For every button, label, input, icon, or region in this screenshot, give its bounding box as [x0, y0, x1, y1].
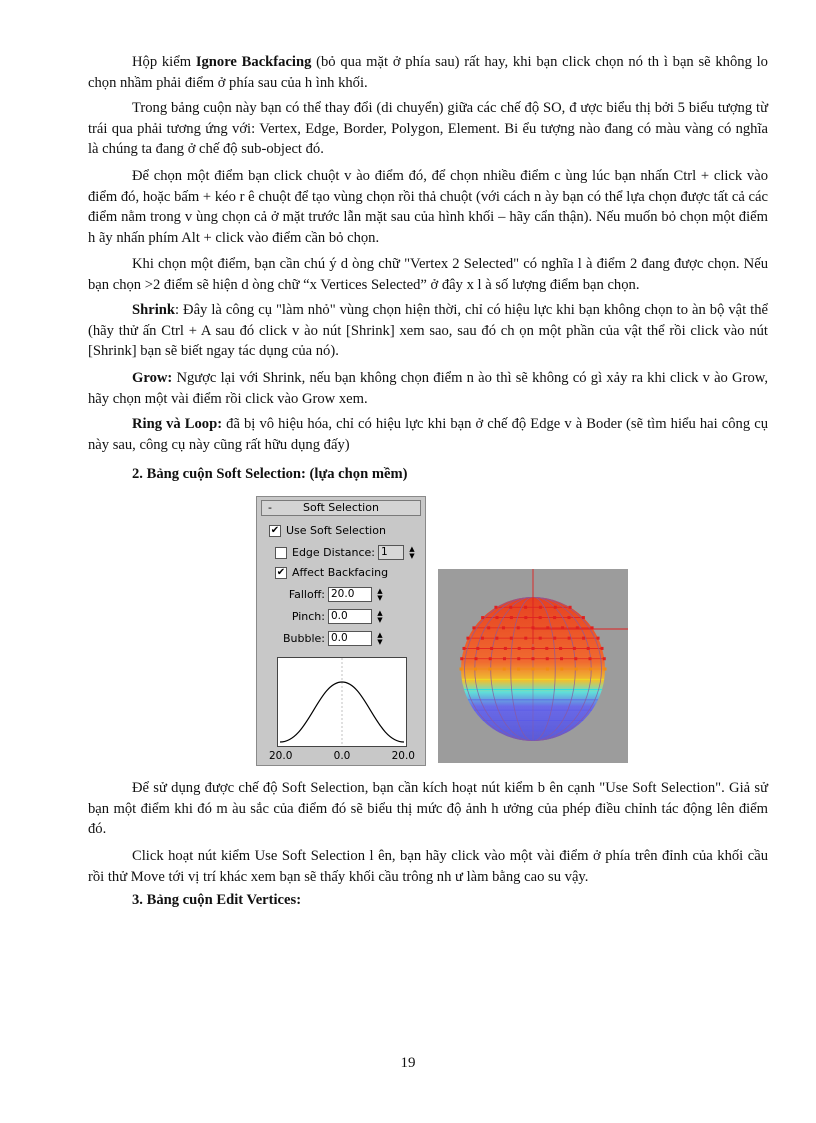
edge-distance-field[interactable]: 1 [378, 545, 404, 560]
vertex-dot [490, 647, 493, 650]
vertex-dot [597, 637, 600, 640]
vertex-dot [524, 637, 527, 640]
vertex-dot [532, 668, 535, 671]
vertex-dot [472, 626, 475, 629]
falloff-spinner[interactable]: ▲ ▼ [377, 586, 383, 602]
paragraph-shrink: Shrink: Đây là công cụ "làm nhỏ" vùng chọn hiện thời, chỉ có hiệu lực khi bạn không chọn to àn bộ vật thể (hãy thử ấn Ctrl + A sau đó click v ào nút [Shrink] xem sao, sau đó ch ọn một phần của vật thể rồi click vào nút [Shrink] bạn sẽ biết ngay tác dụng của nó). [88, 302, 768, 359]
vertex-dot [503, 657, 506, 660]
pinch-field[interactable]: 0.0 [328, 609, 372, 624]
vertex-dot [517, 657, 520, 660]
paragraph-ignore-backfacing: Hộp kiểm Ignore Backfacing (bỏ qua mặt ở phía sau) rất hay, khi bạn click chọn nó th ì bạn sẽ không lo chọn nhầm phải điểm ở phía sau của h ình khối. [88, 54, 768, 91]
bubble-label: Bubble: [282, 632, 325, 645]
falloff-curve-svg [278, 658, 406, 746]
vertex-dot [509, 606, 512, 609]
vertex-dot [495, 637, 498, 640]
vertex-dot [546, 668, 549, 671]
paragraph-ring-loop: Ring và Loop: đã bị vô hiệu hóa, chỉ có hiệu lực khi bạn ở chế độ Edge v à Boder (sẽ tìm hiểu hai công cụ này sau, công cụ này cũng rất hữu dụng đấy) [88, 416, 768, 453]
vertex-dot [517, 668, 520, 671]
affect-backfacing-label: Affect Backfacing [292, 566, 389, 579]
tick-mid: 0.0 [333, 750, 351, 762]
paragraph-vertex-selected: Khi chọn một điểm, bạn cần chú ý d òng chữ "Vertex 2 Selected" có nghĩa l à điểm 2 đang được chọn. Nếu bạn chọn >2 điểm sẽ hiện d òng chữ “x Vertices Selected” ở đây x l à số lượng điểm bạn chọn. [88, 256, 768, 293]
vertex-dot [510, 616, 513, 619]
vertex-dot [603, 657, 606, 660]
vertex-dot [487, 626, 490, 629]
vertex-dot [502, 626, 505, 629]
vertex-dot [524, 616, 527, 619]
use-soft-selection-checkbox[interactable]: ✔ [270, 524, 280, 536]
vertex-dot [559, 647, 562, 650]
vertex-dot [510, 637, 513, 640]
curve-tick-labels [269, 750, 415, 762]
vertex-dot [466, 637, 469, 640]
pinch-row [277, 609, 384, 624]
affect-backfacing-checkbox[interactable]: ✔ [276, 566, 286, 578]
falloff-curve-graph [277, 657, 407, 747]
vertex-dot [481, 616, 484, 619]
vertex-dot [560, 668, 563, 671]
vertex-dot [545, 647, 548, 650]
panel-title-bar[interactable] [261, 500, 421, 516]
paragraph-grow: Grow: Ngược lại với Shrink, nếu bạn không chọn điểm n ào thì sẽ không có gì xảy ra khi click v ào Grow, hãy chọn một vài điểm rồi click vào Grow xem. [88, 370, 768, 407]
sphere-viewport-image [438, 569, 628, 763]
vertex-dot [589, 668, 592, 671]
vertex-dot [517, 626, 520, 629]
affect-backfacing-row[interactable] [275, 566, 388, 579]
vertex-dot [574, 657, 577, 660]
vertex-dot [494, 606, 497, 609]
vertex-dot [488, 668, 491, 671]
vertex-dot [554, 606, 557, 609]
vertex-dot [568, 637, 571, 640]
collapse-icon: - [268, 501, 272, 514]
bubble-row [277, 631, 384, 646]
vertex-dot [532, 647, 535, 650]
vertex-dot [560, 657, 563, 660]
use-soft-selection-label: Use Soft Selection [286, 524, 386, 537]
vertex-dot [582, 616, 585, 619]
vertex-dot [474, 657, 477, 660]
vertex-dot [553, 616, 556, 619]
falloff-field[interactable]: 20.0 [328, 587, 372, 602]
vertex-dot [489, 657, 492, 660]
tick-right: 20.0 [391, 750, 415, 762]
paragraph-use-soft-selection: Để sử dụng được chế độ Soft Selection, bạn cần kích hoạt nút kiểm b ên cạnh "Use Soft Selection". Giả sử bạn một điểm khi đó m àu sắc của điểm đó sẽ biểu thị mức độ ảnh h ưởng của phép điều chỉnh tác động lên điểm đó. [88, 780, 768, 837]
vertex-dot [567, 616, 570, 619]
paragraph-so-modes: Trong bảng cuộn này bạn có thể thay đổi (di chuyển) giữa các chế độ SO, đ ược biểu thị bởi 5 biểu tượng từ trái qua phải tương ứng với: Vertex, Edge, Border, Polygon, Element. Bi ểu tượng nào đang có màu vàng có nghĩa là chúng ta đang ở chế độ sub-object đó. [88, 100, 768, 157]
vertex-dot [553, 637, 556, 640]
tick-left: 20.0 [269, 750, 293, 762]
edge-distance-label: Edge Distance: [292, 546, 375, 559]
vertex-dot [539, 606, 542, 609]
bubble-field[interactable]: 0.0 [328, 631, 372, 646]
vertex-dot [460, 668, 463, 671]
vertex-dot [503, 668, 506, 671]
edge-distance-checkbox[interactable] [275, 547, 287, 559]
vertex-dot [546, 657, 549, 660]
edge-distance-row [275, 545, 416, 560]
vertex-dot [532, 657, 535, 660]
vertex-dot [604, 668, 607, 671]
vertex-dot [569, 606, 572, 609]
vertex-dot [524, 606, 527, 609]
vertex-dot [582, 637, 585, 640]
vertex-dot [575, 668, 578, 671]
edge-distance-spinner[interactable]: ▲ ▼ [409, 544, 415, 560]
vertex-dot [518, 647, 521, 650]
vertex-dot [539, 616, 542, 619]
vertex-dot [589, 657, 592, 660]
page-number: 19 [400, 1055, 416, 1071]
falloff-row [277, 587, 384, 602]
falloff-label: Falloff: [288, 588, 325, 601]
vertex-dot [496, 616, 499, 619]
vertex-dot [474, 668, 477, 671]
heading-edit-vertices: 3. Bảng cuộn Edit Vertices: [132, 892, 302, 908]
vertex-dot [460, 657, 463, 660]
heading-soft-selection: 2. Bảng cuộn Soft Selection: (lựa chọn mềm) [132, 466, 408, 482]
sphere-illustration [438, 569, 628, 763]
use-soft-selection-row[interactable] [269, 524, 386, 537]
vertex-dot [481, 637, 484, 640]
paragraph-click-soft-selection: Click hoạt nút kiểm Use Soft Selection l ên, bạn hãy click vào một vài điểm ở phía trên đỉnh của khối cầu rồi thử Move tới vị trí khác xem bạn sẽ thấy khối cầu trông nh ư làm bằng cao su vậy. [88, 848, 768, 885]
vertex-dot [463, 647, 466, 650]
paragraph-select-points: Để chọn một điểm bạn click chuột v ào điểm đó, để chọn nhiều điểm c ùng lúc bạn nhấn Ctrl + click vào điểm đó, hoặc bấm + kéo r ê chuột để tạo vùng chọn rồi thả chuột (với cách n ày bạn có thể lựa chọn được tất cả các điểm nằm trong v ùng chọn cả ở mặt trước lẫn mặt sau của hình khối – hãy cẩn thận). Nếu muốn bỏ chọn một điểm h ãy nhấn phím Alt + click vào điểm cần bỏ chọn. [88, 168, 768, 246]
vertex-dot [587, 647, 590, 650]
soft-selection-panel [256, 496, 426, 766]
vertex-dot [600, 647, 603, 650]
vertex-dot [573, 647, 576, 650]
vertex-dot [539, 637, 542, 640]
pinch-spinner[interactable]: ▲ ▼ [377, 608, 383, 624]
vertex-dot [476, 647, 479, 650]
bubble-spinner[interactable]: ▲ ▼ [377, 630, 383, 646]
pinch-label: Pinch: [291, 610, 325, 623]
vertex-dot [504, 647, 507, 650]
panel-title: Soft Selection [303, 501, 379, 514]
